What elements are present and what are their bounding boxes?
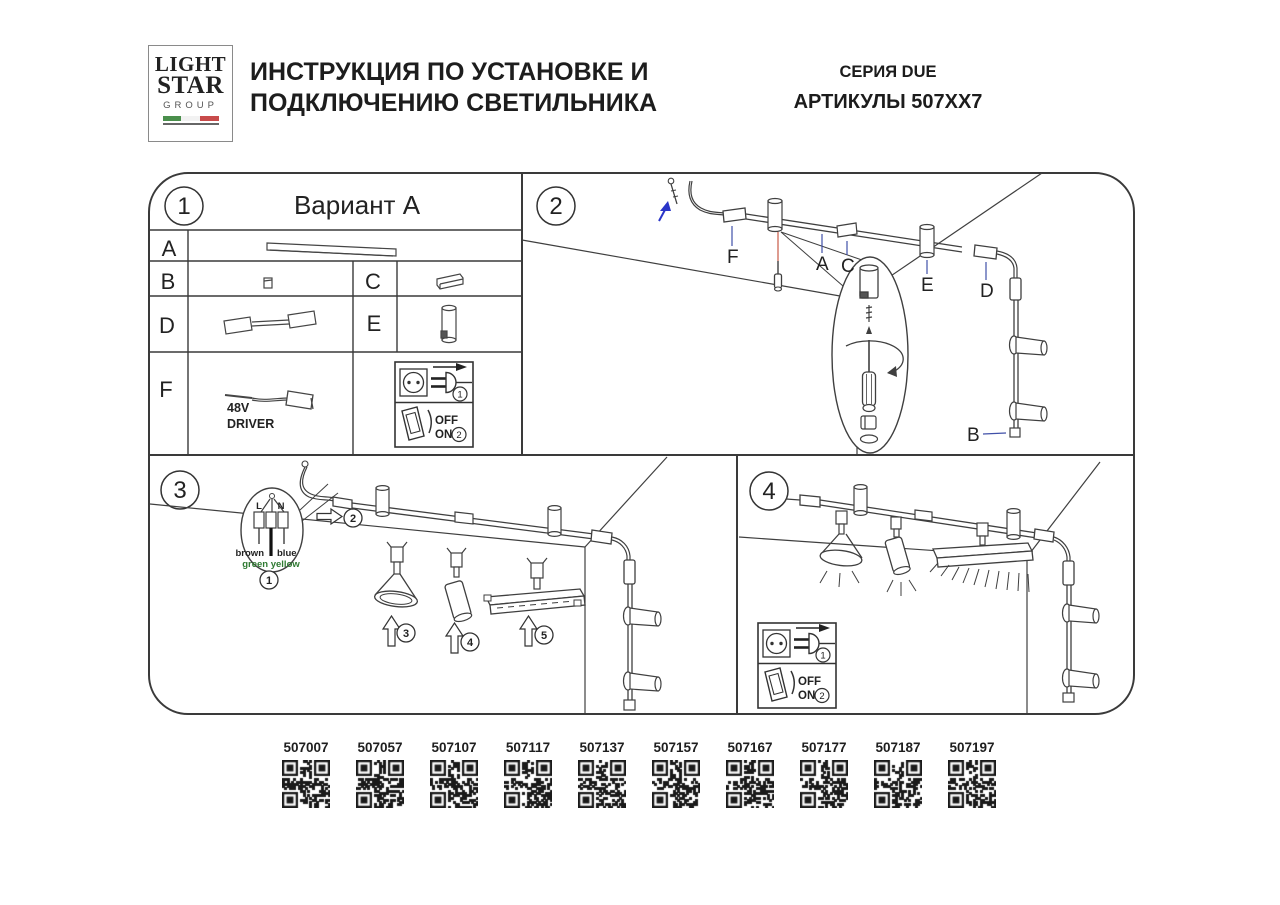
qr-item [343,740,417,808]
end-cap-b [1010,428,1020,437]
part-d-flex-connector-icon [224,311,316,334]
qr-code [578,760,626,808]
driver-voltage-label: 48V [227,401,250,415]
qr-code [726,760,774,808]
row-label-e: E [366,311,382,336]
off-label: OFF [435,415,458,427]
label-d: D [980,281,994,302]
off-label: OFF [798,676,821,688]
title-line-2: ПОДКЛЮЧЕНИЮ СВЕТИЛЬНИКА [250,89,658,117]
lightstar-logo [148,45,233,142]
label-b: B [967,425,980,446]
ceiling-track [333,486,612,544]
section-3-diagram [150,457,667,713]
step-4-circle: 4 [466,637,474,649]
wall-spot-icon [624,672,662,691]
corner-cable [997,251,1017,278]
part-e-standoff-icon [441,305,456,342]
ceiling-track [786,485,1054,542]
wall-spot-icon [1010,402,1048,421]
power-steps-box-2 [758,623,836,708]
room-lines [150,457,667,713]
cone-lamp-installed [819,511,863,587]
qr-article-number: 507117 [505,740,551,755]
wall-spot-icon [1063,604,1100,623]
driver-name-label: DRIVER [227,417,275,431]
qr-code [800,760,848,808]
part-c-connector-icon [437,274,463,289]
series-info [778,63,998,114]
qr-code [282,760,330,808]
section-3-number: 3 [173,477,187,504]
qr-article-number: 507197 [949,740,995,755]
section-2-number: 2 [549,193,563,220]
corner-connector-d [974,245,997,259]
part-b-endcap-icon [264,278,272,288]
qr-item [639,740,713,808]
qr-article-number: 507167 [727,740,773,755]
qr-code [948,760,996,808]
row-label-f: F [159,377,173,402]
qr-item [417,740,491,808]
step-2-badge: 2 [456,430,462,441]
corner-cable [612,537,630,560]
section-1-number: 1 [177,193,191,220]
arrow-up-step5-icon [520,616,537,646]
qr-item [491,740,565,808]
wire-green-yellow-label: green yellow [242,559,300,570]
logo-group: GROUP [163,100,218,111]
light-rays [930,563,1029,592]
step-1-badge: 1 [457,389,463,401]
qr-article-number: 507187 [875,740,921,755]
qr-article-number: 507157 [653,740,699,755]
wire-brown-label: brown [235,548,264,559]
wire-blue-label: blue [277,548,297,559]
logo-star: STAR [157,72,224,99]
wall-track [1010,300,1048,437]
qr-code [430,760,478,808]
variant-title: Вариант A [293,190,421,220]
row-label-b: B [160,269,176,294]
qr-article-number: 507137 [579,740,625,755]
driver-cable [689,181,724,215]
qr-article-number: 507177 [801,740,847,755]
qr-item [935,740,1009,808]
section-2-diagram [522,173,1047,454]
wall-connector [1010,278,1021,300]
qr-code [356,760,404,808]
driver-connector [723,208,746,222]
light-rays [820,571,859,587]
ceiling-screw-icon [668,178,678,204]
label-a: A [816,254,829,275]
qr-item [269,740,343,808]
qr-item [565,740,639,808]
diagram-canvas [148,172,1135,715]
linear-lamp [484,558,585,614]
on-label: ON [798,690,816,702]
qr-code-row [269,740,1009,808]
ceiling-hook [300,461,334,501]
qr-item [861,740,935,808]
qr-item [787,740,861,808]
italian-flag-icon [163,116,219,121]
row-label-c: C [365,269,381,294]
qr-article-number: 507057 [357,740,403,755]
part-a-track-icon [267,243,396,256]
blue-arrow-icon [659,201,671,221]
wall-track [1063,585,1100,702]
on-label: ON [435,429,453,441]
wall-spot-icon [624,607,662,626]
label-c: C [841,256,855,277]
wire-n-label: N [277,501,285,512]
flag-underline [163,123,219,125]
qr-article-number: 507107 [431,740,477,755]
small-screwdriver-icon [775,261,782,291]
wire-l-label: L [256,501,262,512]
series-articles: АРТИКУЛЫ 507XX7 [793,91,983,113]
wall-track [624,584,662,710]
series-name: СЕРИЯ DUE [839,63,937,81]
cone-lamp [374,542,419,609]
step-1-badge: 1 [820,650,826,662]
step-2-circle: 2 [349,513,357,525]
wall-spot-icon [1010,336,1048,355]
qr-article-number: 507007 [283,740,329,755]
step-2-badge: 2 [819,691,825,702]
row-label-d: D [159,313,175,338]
logo-light: LIGHT [154,52,227,76]
page-title [250,57,657,119]
light-rays [887,580,916,596]
corner-cable [1054,537,1070,561]
label-e: E [921,275,934,296]
cylinder-lamp [444,548,472,623]
title-line-1: ИНСТРУКЦИЯ ПО УСТАНОВКЕ И [250,58,649,86]
arrow-up-step4-icon [446,623,463,653]
step-3-circle: 3 [402,628,410,640]
qr-item [713,740,787,808]
step-1-circle: 1 [265,575,273,587]
step-5-circle: 5 [540,630,548,642]
qr-code [652,760,700,808]
section-4-number: 4 [762,478,776,505]
label-f: F [727,247,739,268]
wall-spot-icon [1063,669,1100,688]
qr-code [874,760,922,808]
power-steps-box-1 [395,362,473,447]
cylinder-lamp-installed [885,517,916,596]
row-label-a: A [161,236,177,261]
qr-code [504,760,552,808]
